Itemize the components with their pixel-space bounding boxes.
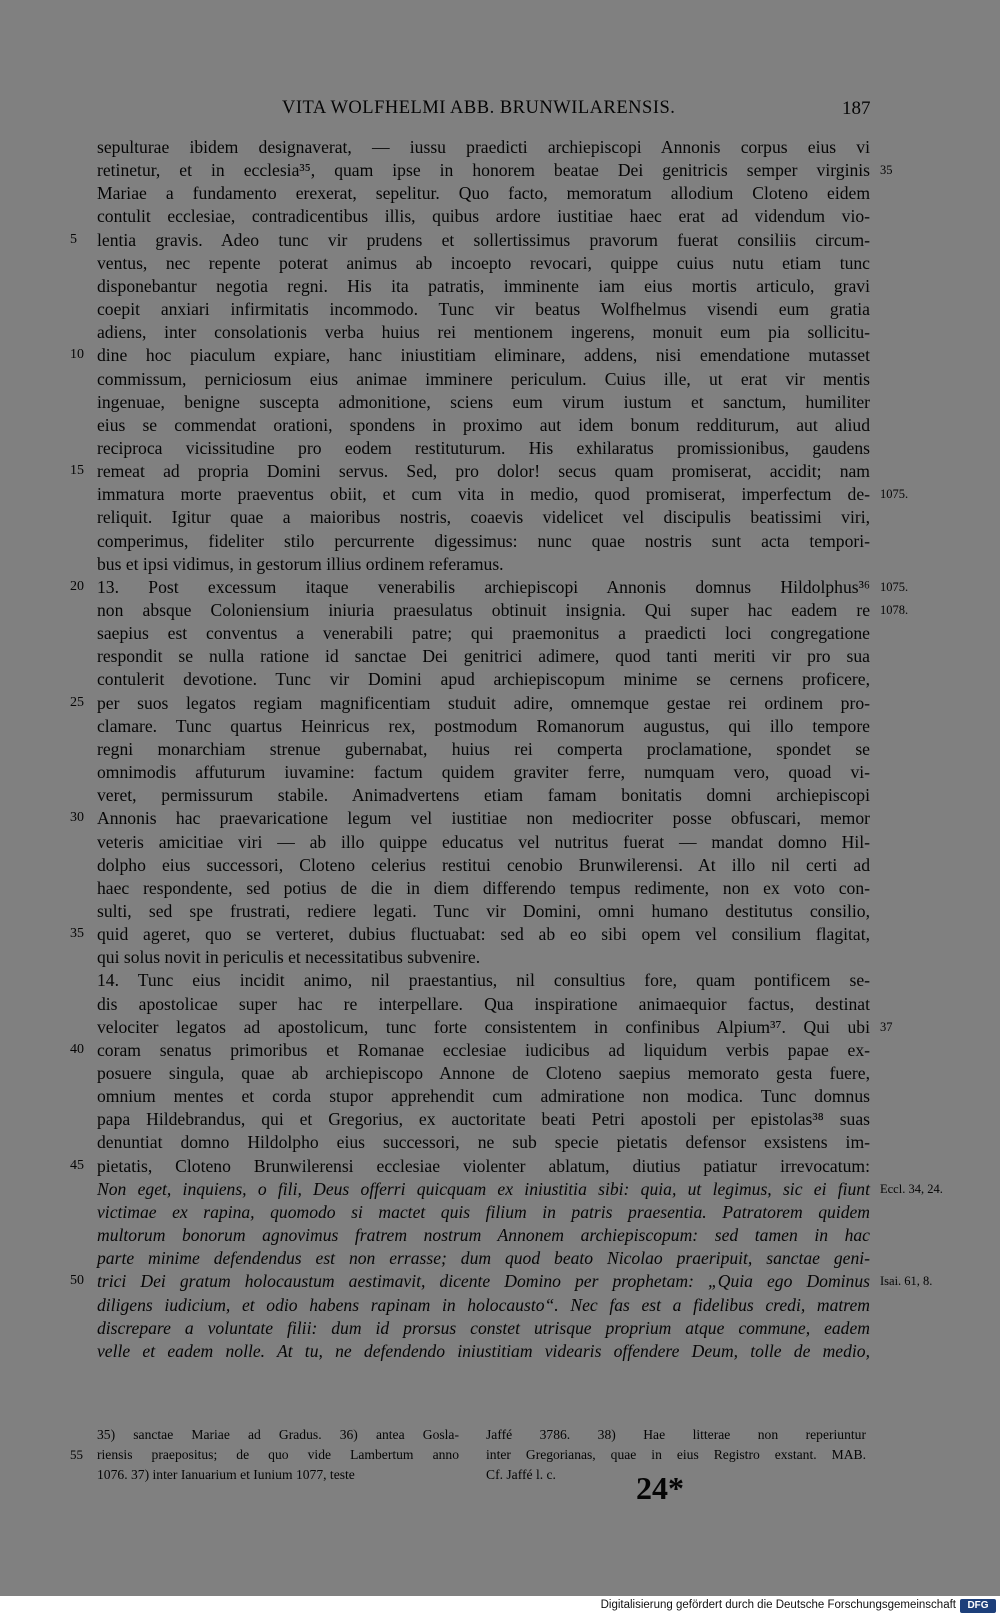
text-line: sepulturae ibidem designaverat, — iussu praedicti archiepiscopi Annonis corpus eius vi: [97, 137, 870, 157]
text-line: per suos legatos regiam magnificentiam studuit adire, omnemque gestae rei ordinem pro-: [97, 693, 870, 713]
text-line: pietatis, Cloteno Brunwilerensi ecclesiae violenter ablatum, diutius patiatur irrevocatum:: [97, 1156, 870, 1176]
margin-note: 35: [880, 163, 893, 177]
text-line: haec respondente, sed potius de die in diem differendo tempus redimente, non ex voto con-: [97, 878, 870, 898]
text-line: clamare. Tunc quartus Heinricus rex, postmodum Romanorum augustus, qui illo tempore: [97, 716, 870, 736]
line-number: 15: [70, 463, 84, 478]
funding-credit: Digitalisierung gefördert durch die Deutsche Forschungsgemeinschaft: [600, 1599, 956, 1611]
text-line: comperimus, fideliter stilo percurrente digessimus: nunc quae nostris sunt acta tempori-: [97, 531, 870, 551]
text-line: respondit se nulla ratione id sanctae Dei genitrici adimere, quod tanti meriti vir pro sua: [97, 646, 870, 666]
text-line: 13. Post excessum itaque venerabilis archiepiscopi Annonis domnus Hildolphus³⁶: [97, 577, 870, 597]
footnote-line-number: 55: [70, 1447, 83, 1462]
text-line: veret, permissurum stabile. Animadvertens etiam famam bonitatis domni archiepiscopi: [97, 785, 870, 805]
dfg-logo: DFG: [960, 1599, 996, 1613]
text-line: 14. Tunc eius incidit animo, nil praestantius, nil consultius fore, quam pontificem se-: [97, 970, 870, 990]
line-number: 10: [70, 347, 84, 362]
text-line: dine hoc piaculum expiare, hanc iniustitiam eliminare, addens, nisi emendatione mutasset: [97, 345, 870, 365]
margin-note: Eccl. 34, 24.: [880, 1182, 943, 1196]
text-line: contulerit devotione. Tunc vir Domini apud archiepiscopum minime se cernens proficere,: [97, 669, 870, 689]
text-line: omnium mentes et corda stupor apprehendit cum admiratione non modica. Tunc domnus: [97, 1086, 870, 1106]
text-line: dolpho eius successori, Cloteno celerius restitui cenobio Brunwilerensi. At illo nil certi ad: [97, 855, 870, 875]
text-line: adiens, inter consolationis verba huius rei mentionem ingerens, monuit eum pia sollicitu-: [97, 322, 870, 342]
text-line: ingenuae, benigne suscepta admonitione, sciens eum virum iustum et sanctum, humiliter: [97, 392, 870, 412]
text-line: parte minime defendendus est non errasse; dum quod beato Nicolao praeripuit, sanctae geni-: [97, 1248, 870, 1268]
text-line: trici Dei gratum holocaustum aestimavit, dicente Domino per prophetam: „Quia ego Dominus: [97, 1271, 870, 1291]
text-line: retinetur, et in ecclesia³⁵, quam ipse in honorem beatae Dei genitricis semper virginis: [97, 160, 870, 180]
text-line: bus et ipsi vidimus, in gestorum illius ordinem referamus.: [97, 554, 504, 574]
footnotes-left: [97, 1425, 459, 1485]
margin-note: Isai. 61, 8.: [880, 1274, 933, 1288]
line-number: 25: [70, 695, 84, 710]
text-line: discrepare a voluntate filii: dum id prorsus constet utrisque proprium atque commune, eadem: [97, 1318, 870, 1338]
line-number: 35: [70, 926, 84, 941]
margin-note: 1075.: [880, 487, 909, 501]
text-line: multorum bonorum agnovimus fratrem nostrum Annonem archiepiscopum: sed tamen in hac: [97, 1225, 870, 1245]
line-number: 45: [70, 1158, 84, 1173]
text-line: disponebantur negotia regni. His ita patratis, imminente iam eius mortis articulo, gravi: [97, 276, 870, 296]
footer-bar: [0, 1596, 1000, 1616]
footnote-line: riensis praepositus; de quo vide Lambertum anno: [97, 1447, 459, 1462]
text-line: qui solus novit in periculis et necessitatibus subvenire.: [97, 947, 481, 967]
text-line: sulti, sed spe frustrati, rediere legati. Tunc vir Domini, omni humano destitutus consilio,: [97, 901, 870, 921]
line-number: 40: [70, 1042, 84, 1057]
footnote-line: Jaffé 3786. 38) Hae litterae non reperiuntur: [486, 1427, 866, 1442]
text-line: quid ageret, quo se verteret, dubius fluctuabat: sed ab eo sibi opem vel consilium flagitat,: [97, 924, 870, 944]
text-line: coram senatus primoribus et Romanae ecclesiae iudicibus ad liquidum verbis papae ex-: [97, 1040, 870, 1060]
margin-note: 37: [880, 1020, 893, 1034]
text-line: victimae ex rapina, quomodo si mactet quis filium in patris praesentia. Patratorem quidem: [97, 1202, 870, 1222]
text-line: immatura morte praeventus obiit, et cum vita in medio, quod promiserat, imperfectum de-: [97, 484, 870, 504]
text-line: remeat ad propria Domini servus. Sed, pro dolor! secus quam promiserat, accidit; nam: [97, 461, 870, 481]
page-number: 187: [842, 98, 871, 119]
text-line: coepit anxiari infirmitatis incommodo. Tunc vir beatus Wolfhelmus visendi eum gratia: [97, 299, 870, 319]
footnote-line: Cf. Jaffé l. c.: [486, 1467, 556, 1482]
line-number: 5: [70, 232, 77, 247]
text-line: velle et eadem nolle. At tu, ne defendendo iniustitiam videaris offendere Deum, tolle de medio,: [97, 1341, 870, 1361]
text-line: veteris amicitiae viri — ab illo quippe educatus vel nutritus fuerat — mandat domno Hil-: [97, 832, 870, 852]
text-line: Annonis hac praevaricatione legum vel iustitiae non mediocriter posse obfuscari, memor: [97, 808, 870, 828]
text-line: denuntiat domno Hildolpho eius successori, ne sub specie pietatis defensor exsistens im-: [97, 1132, 870, 1152]
text-line: lentia gravis. Adeo tunc vir prudens et sollertissimus pravorum fuerat consiliis circum-: [97, 230, 870, 250]
text-line: regni monarchiam strenue gubernabat, huius rei comperta proclamatione, spondet se: [97, 739, 870, 759]
text-line: dis apostolicae super hac re interpellare. Qua inspiratione animaequior factus, destinat: [97, 994, 870, 1014]
text-line: non absque Coloniensium iniuria praesulatus obtinuit insignia. Qui super hac eadem re: [97, 600, 870, 620]
footnote-line: 35) sanctae Mariae ad Gradus. 36) antea Gosla-: [97, 1427, 459, 1442]
text-line: commissum, perniciosum eius animae imminere periculum. Cuius ille, ut erat vir mentis: [97, 369, 870, 389]
line-number: 20: [70, 579, 84, 594]
text-line: eius se commendat orationi, spondens in proximo aut idem bonum redditurum, aut aliud: [97, 415, 870, 435]
signature-mark: 24*: [636, 1470, 684, 1506]
text-line: reciproca vicissitudine pro eodem restituturum. His exhilaratus promissionibus, gaudens: [97, 438, 870, 458]
text-line: omnimodis affuturum iuvamine: factum quidem graviter ferre, numquam vero, quoad vi-: [97, 762, 870, 782]
text-line: contulit ecclesiae, contradicentibus illis, quibus ardore iustitiae haec erat ad videndum vio-: [97, 206, 870, 226]
line-number: 30: [70, 810, 84, 825]
text-line: diligens iudicium, et odio habens rapinam in holocausto“. Nec fas est a fidelibus credi, matrem: [97, 1295, 870, 1315]
margin-note: 1078.: [880, 603, 909, 617]
text-line: Mariae a fundamento erexerat, sepelitur. Quo facto, memoratum allodium Cloteno eidem: [97, 183, 870, 203]
margin-note: 1075.: [880, 580, 909, 594]
text-line: reliquit. Igitur quae a maioribus nostris, coaevis videlicet vel discipulis beatissimi viri,: [97, 507, 870, 527]
text-line: papa Hildebrandus, qui et Gregorius, ex auctoritate beati Petri apostoli per epistolas³⁸ suas: [97, 1109, 870, 1129]
text-line: velociter legatos ad apostolicum, tunc forte consistentem in confinibus Alpium³⁷. Qui ubi: [97, 1017, 870, 1037]
text-line: saepius est conventus a venerabili patre; qui praemonitus a praedicti loci congregatione: [97, 623, 870, 643]
footnote-line: 1076. 37) inter Ianuarium et Iunium 1077, teste: [97, 1467, 355, 1482]
text-line: ventus, nec repente poterat animus ab incoepto revocari, quippe cuius nutu etiam tunc: [97, 253, 870, 273]
footnote-line: inter Gregorianas, quae in eius Registro exstant. MAB.: [486, 1447, 866, 1462]
line-number: 50: [70, 1273, 84, 1288]
text-line: Non eget, inquiens, o fili, Deus offerri quicquam ex iniustitia sibi: quia, ut legimus, sic ei fiunt: [97, 1179, 870, 1199]
text-line: posuere singula, quae ab archiepiscopo Annone de Cloteno saepius memorato gesta fuere,: [97, 1063, 870, 1083]
running-head: VITA WOLFHELMI ABB. BRUNWILARENSIS.: [282, 98, 676, 118]
